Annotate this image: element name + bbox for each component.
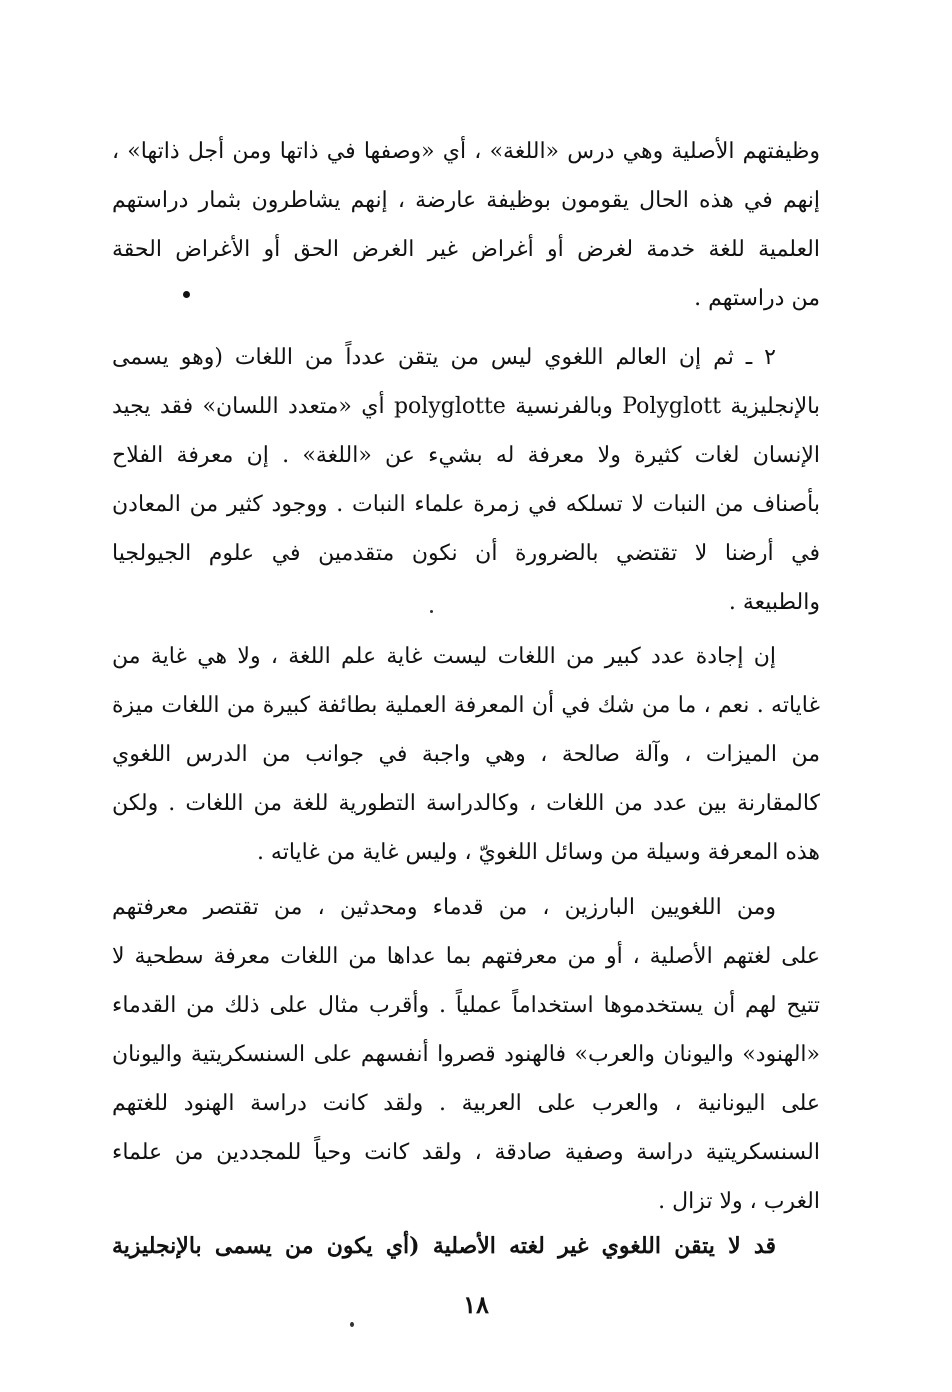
text-line: وظيفتهم الأصلية وهي درس «اللغة» ، أي «وصفها في ذاتها ومن أجل ذاتها» ، [112,139,820,164]
text-line: غاياته . نعم ، ما من شك في أن المعرفة العملية بطائفة كبيرة من اللغات ميزة [112,693,820,718]
text-line: ومن اللغويين البارزين ، من قدماء ومحدثين ، من تقتصر معرفتهم [112,895,776,920]
text-line: على اليونانية ، والعرب على العربية . ولقد كانت دراسة الهنود للغتهم [112,1091,820,1116]
paragraph-1 [112,127,820,323]
text-line: تتيح لهم أن يستخدموها استخداماً عملياً . وأقرب مثال على ذلك من القدماء [112,993,820,1018]
text-line: «الهنود» واليونان والعرب» فالهنود قصروا أنفسهم على السنسكريتية واليونان [112,1042,820,1067]
page-number: ١٨ [463,1290,489,1319]
text-line: بالإنجليزية Polyglott وبالفرنسية polyglotte أي «متعدد اللسان» فقد يجيد [112,394,821,419]
scan-speck [430,610,433,613]
text-line: من دراستهم . [694,286,820,311]
text-line: في أرضنا لا تقتضي بالضرورة أن نكون متقدمين في علوم الجيولجيا [112,541,820,566]
text-line: على لغتهم الأصلية ، أو من معرفتهم بما عداها من اللغات معرفة سطحية لا [112,944,820,969]
text-line: كالمقارنة بين عدد من اللغات ، وكالدراسة التطورية للغة من اللغات . ولكن [112,791,820,816]
text-line: الغرب ، ولا تزال . [658,1189,820,1214]
ink-dot [183,291,190,298]
paragraph-2 [112,333,820,627]
text-line: العلمية للغة خدمة لغرض أو أغراض غير الغرض الحق أو الأغراض الحقة [112,237,820,262]
text-line: بأصناف من النبات لا تسلكه في زمرة علماء النبات . ووجود كثير من المعادن [112,492,820,517]
text-line: والطبيعة . [728,590,820,615]
text-line: من الميزات ، وآلة صالحة ، وهي واجبة في جوانب من الدرس اللغوي [112,742,820,767]
text-line: هذه المعرفة وسيلة من وسائل اللغويّ ، وليس غاية من غاياته . [256,840,820,865]
text-line: قد لا يتقن اللغوي غير لغته الأصلية (أي يكون من يسمى بالإنجليزية [112,1233,776,1259]
text-line: ٢ ـ ثم إن العالم اللغوي ليس من يتقن عدداً من اللغات (وهو يسمى [112,345,776,370]
paragraph-4 [112,883,820,1226]
paragraph-5 [112,1222,820,1271]
text-line: السنسكريتية دراسة وصفية صادقة ، ولقد كانت وحياً للمجددين من علماء [112,1140,820,1165]
text-line: إنهم في هذه الحال يقومون بوظيفة عارضة ، إنهم يشاطرون بثمار دراستهم [112,188,820,213]
paragraph-3 [112,632,820,877]
text-line: إن إجادة عدد كبير من اللغات ليست غاية علم اللغة ، ولا هي غاية من [112,644,776,669]
text-line: الإنسان لغات كثيرة ولا معرفة له بشيء عن «اللغة» . إن معرفة الفلاح [112,443,820,468]
scan-speck [350,1322,354,1327]
